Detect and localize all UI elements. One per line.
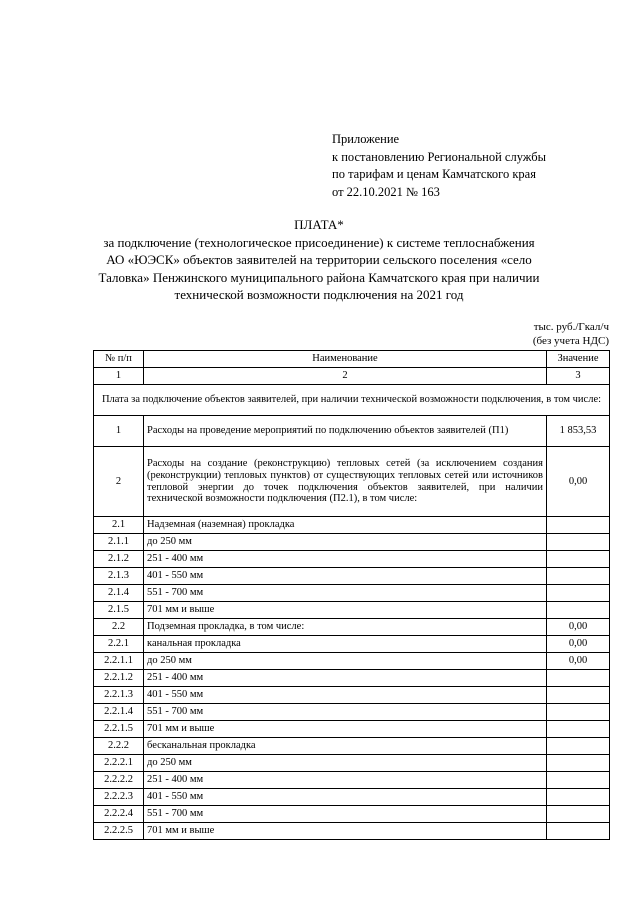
row-name-cell: Расходы на создание (реконструкцию) тепловых сетей (за исключением создания (реконструкции) тепловых пунктов) от существующих тепловых сетей или источников тепловой энергии до точек подключения объектов заявителей, при наличии технической возможности подключения (П2.1), в том числе:	[144, 447, 547, 517]
row-value-cell	[547, 755, 610, 772]
table-row	[94, 534, 610, 551]
document-title	[80, 216, 558, 304]
table-row	[94, 772, 610, 789]
table-row	[94, 755, 610, 772]
row-name-cell: Надземная (наземная) прокладка	[144, 517, 547, 534]
row-name-cell: Расходы на проведение мероприятий по подключению объектов заявителей (П1)	[144, 416, 547, 447]
row-number-cell: 2.2.1.5	[94, 721, 144, 738]
section-cell: Плата за подключение объектов заявителей, при наличии технической возможности подключения, в том числе:	[94, 385, 610, 416]
row-value-cell	[547, 738, 610, 755]
table-row	[94, 416, 610, 447]
table-row	[94, 568, 610, 585]
row-number-cell: 2.1.3	[94, 568, 144, 585]
row-number-cell: 2.1.4	[94, 585, 144, 602]
appendix-block	[332, 131, 546, 201]
row-value-cell	[547, 704, 610, 721]
table-row	[94, 721, 610, 738]
table-row	[94, 517, 610, 534]
row-name-cell: 551 - 700 мм	[144, 704, 547, 721]
row-number-cell: 2	[94, 447, 144, 517]
table-row	[94, 670, 610, 687]
row-value-cell	[547, 823, 610, 840]
row-number-cell: 2.1.2	[94, 551, 144, 568]
title-heading: ПЛАТА*	[294, 217, 344, 232]
table-row	[94, 789, 610, 806]
row-number-cell: 2.2.2.2	[94, 772, 144, 789]
row-number-cell: 2.2.2.1	[94, 755, 144, 772]
row-number-cell: 2.2	[94, 619, 144, 636]
table-row	[94, 619, 610, 636]
row-value-cell: 0,00	[547, 653, 610, 670]
row-name-cell: 701 мм и выше	[144, 602, 547, 619]
appendix-line: к постановлению Региональной службы	[332, 149, 547, 164]
column-number-cell: 1	[94, 368, 144, 385]
section-row	[94, 385, 610, 416]
row-value-cell	[547, 670, 610, 687]
row-value-cell: 1 853,53	[547, 416, 610, 447]
row-name-cell: 401 - 550 мм	[144, 789, 547, 806]
row-value-cell	[547, 534, 610, 551]
header-cell: Наименование	[144, 351, 547, 368]
row-name-cell: 251 - 400 мм	[144, 772, 547, 789]
table-row	[94, 806, 610, 823]
row-name-cell: 551 - 700 мм	[144, 806, 547, 823]
column-number-row	[94, 368, 610, 385]
table-row	[94, 738, 610, 755]
row-number-cell: 2.1	[94, 517, 144, 534]
units-line: (без учета НДС)	[532, 334, 609, 347]
title-line: АО «ЮЭСК» объектов заявителей на территории сельского поселения «село	[106, 252, 532, 268]
appendix-line: по тарифам и ценам Камчатского края	[332, 167, 536, 182]
table-row	[94, 447, 610, 517]
title-line: технической возможности подключения на 2021 год	[174, 287, 464, 303]
row-value-cell	[547, 687, 610, 704]
row-value-cell	[547, 585, 610, 602]
row-value-cell: 0,00	[547, 447, 610, 517]
appendix-line: от 22.10.2021 № 163	[332, 184, 440, 199]
row-number-cell: 2.2.1.1	[94, 653, 144, 670]
table-row	[94, 636, 610, 653]
row-name-cell: до 250 мм	[144, 534, 547, 551]
row-name-cell: Подземная прокладка, в том числе:	[144, 619, 547, 636]
table-row	[94, 551, 610, 568]
row-number-cell: 1	[94, 416, 144, 447]
row-number-cell: 2.2.1	[94, 636, 144, 653]
row-number-cell: 2.2.2.3	[94, 789, 144, 806]
row-number-cell: 2.1.5	[94, 602, 144, 619]
row-name-cell: 701 мм и выше	[144, 721, 547, 738]
row-name-cell: до 250 мм	[144, 755, 547, 772]
title-line: Таловка» Пенжинского муниципального района Камчатского края при наличии	[98, 269, 540, 285]
header-cell: № п/п	[94, 351, 144, 368]
units-line: тыс. руб./Гкал/ч	[533, 321, 609, 333]
row-name-cell: канальная прокладка	[144, 636, 547, 653]
tariff-table	[93, 350, 610, 840]
table-row	[94, 602, 610, 619]
row-number-cell: 2.2.1.3	[94, 687, 144, 704]
table-row	[94, 704, 610, 721]
row-number-cell: 2.2.2	[94, 738, 144, 755]
row-number-cell: 2.2.2.4	[94, 806, 144, 823]
row-value-cell: 0,00	[547, 636, 610, 653]
header-cell: Значение	[547, 351, 610, 368]
row-name-cell: 251 - 400 мм	[144, 670, 547, 687]
row-name-cell: до 250 мм	[144, 653, 547, 670]
table-row	[94, 585, 610, 602]
table-row	[94, 687, 610, 704]
appendix-line: Приложение	[332, 132, 400, 146]
row-value-cell	[547, 789, 610, 806]
row-value-cell	[547, 772, 610, 789]
row-value-cell	[547, 568, 610, 585]
row-value-cell	[547, 517, 610, 534]
column-number-cell: 3	[547, 368, 610, 385]
row-value-cell	[547, 721, 610, 738]
table-row	[94, 823, 610, 840]
row-number-cell: 2.2.1.2	[94, 670, 144, 687]
table-row	[94, 653, 610, 670]
row-number-cell: 2.2.1.4	[94, 704, 144, 721]
row-value-cell	[547, 806, 610, 823]
row-number-cell: 2.1.1	[94, 534, 144, 551]
row-value-cell	[547, 602, 610, 619]
units-note	[533, 321, 609, 348]
table-header-row	[94, 351, 610, 368]
row-name-cell: 401 - 550 мм	[144, 687, 547, 704]
row-name-cell: бесканальная прокладка	[144, 738, 547, 755]
row-number-cell: 2.2.2.5	[94, 823, 144, 840]
title-line: за подключение (технологическое присоединение) к системе теплоснабжения	[103, 234, 535, 250]
row-value-cell	[547, 551, 610, 568]
row-name-cell: 401 - 550 мм	[144, 568, 547, 585]
row-value-cell: 0,00	[547, 619, 610, 636]
row-name-cell: 701 мм и выше	[144, 823, 547, 840]
row-name-cell: 551 - 700 мм	[144, 585, 547, 602]
row-name-cell: 251 - 400 мм	[144, 551, 547, 568]
column-number-cell: 2	[144, 368, 547, 385]
